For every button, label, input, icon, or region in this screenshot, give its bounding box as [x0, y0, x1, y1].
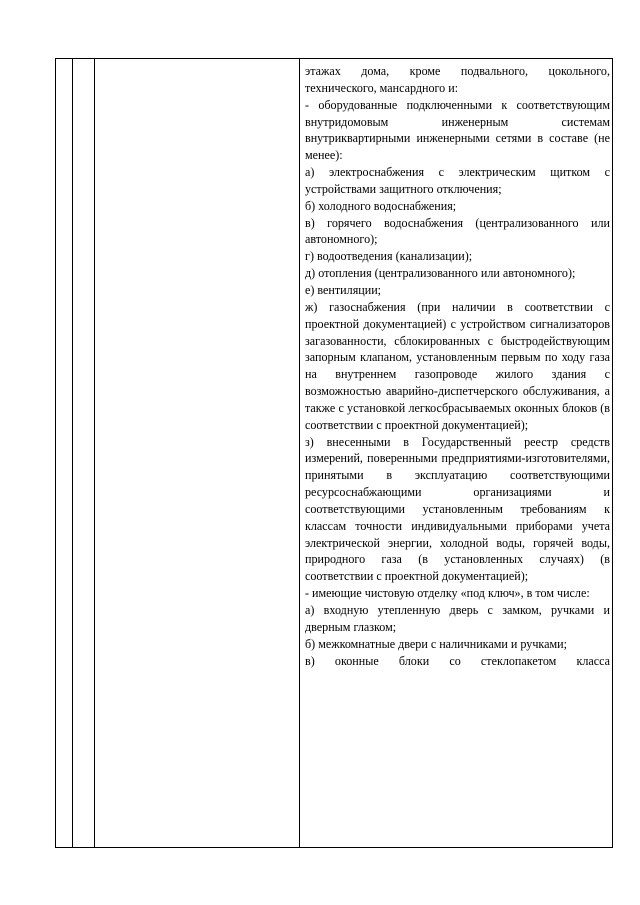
paragraph: в) оконные блоки со стеклопакетом класса — [305, 653, 610, 668]
document-table — [55, 58, 613, 848]
column-divider — [94, 59, 95, 847]
paragraph: ж) газоснабжения (при наличии в соответствии с проектной документацией) с устройством сигнализаторов загазованности, сблокированных с быстродействующим запорным клапаном, установленным первым по ходу газа на внутреннем газопроводе жилого здания с возможностью аварийно-диспетчерского обслуживания, а также с установкой легкосбрасываемых оконных блоков (в соответствии с проектной документацией); — [305, 299, 610, 432]
column-divider — [72, 59, 73, 847]
paragraph: г) водоотведения (канализации); — [305, 249, 473, 264]
paragraph: - имеющие чистовую отделку «под ключ», в том числе: — [305, 586, 590, 601]
paragraph: а) электроснабжения с электрическим щитком с устройствами защитного отключения; — [305, 165, 610, 196]
paragraph: е) вентиляции; — [305, 282, 382, 297]
paragraph: этажах дома, кроме подвального, цокольного, технического, мансардного и: — [305, 64, 610, 95]
paragraph: б) холодного водоснабжения; — [305, 198, 457, 213]
paragraph: а) входную утепленную дверь с замком, ручками и дверным глазком; — [305, 603, 610, 634]
paragraph: з) внесенными в Государственный реестр средств измерений, поверенными предприятиями-изготовителями, принятыми в эксплуатацию соответствующими ресурсоснабжающими организациями и соответствующими установленным требованиям к классам точности индивидуальными приборами учета электрической энергии, холодной воды, горячей воды, природного газа (в установленных случаях) (в соответствии с проектной документацией); — [305, 434, 610, 584]
paragraph: - оборудованные подключенными к соответствующим внутридомовым инженерным системам внутриквартирными инженерными сетями в составе (не менее): — [305, 97, 610, 163]
column-divider — [299, 59, 300, 847]
paragraph: д) отопления (централизованного или автономного); — [305, 266, 576, 281]
table-cell-text — [305, 63, 610, 845]
paragraph: б) межкомнатные двери с наличниками и ручками; — [305, 636, 567, 651]
paragraph: в) горячего водоснабжения (централизованного или автономного); — [305, 215, 610, 247]
